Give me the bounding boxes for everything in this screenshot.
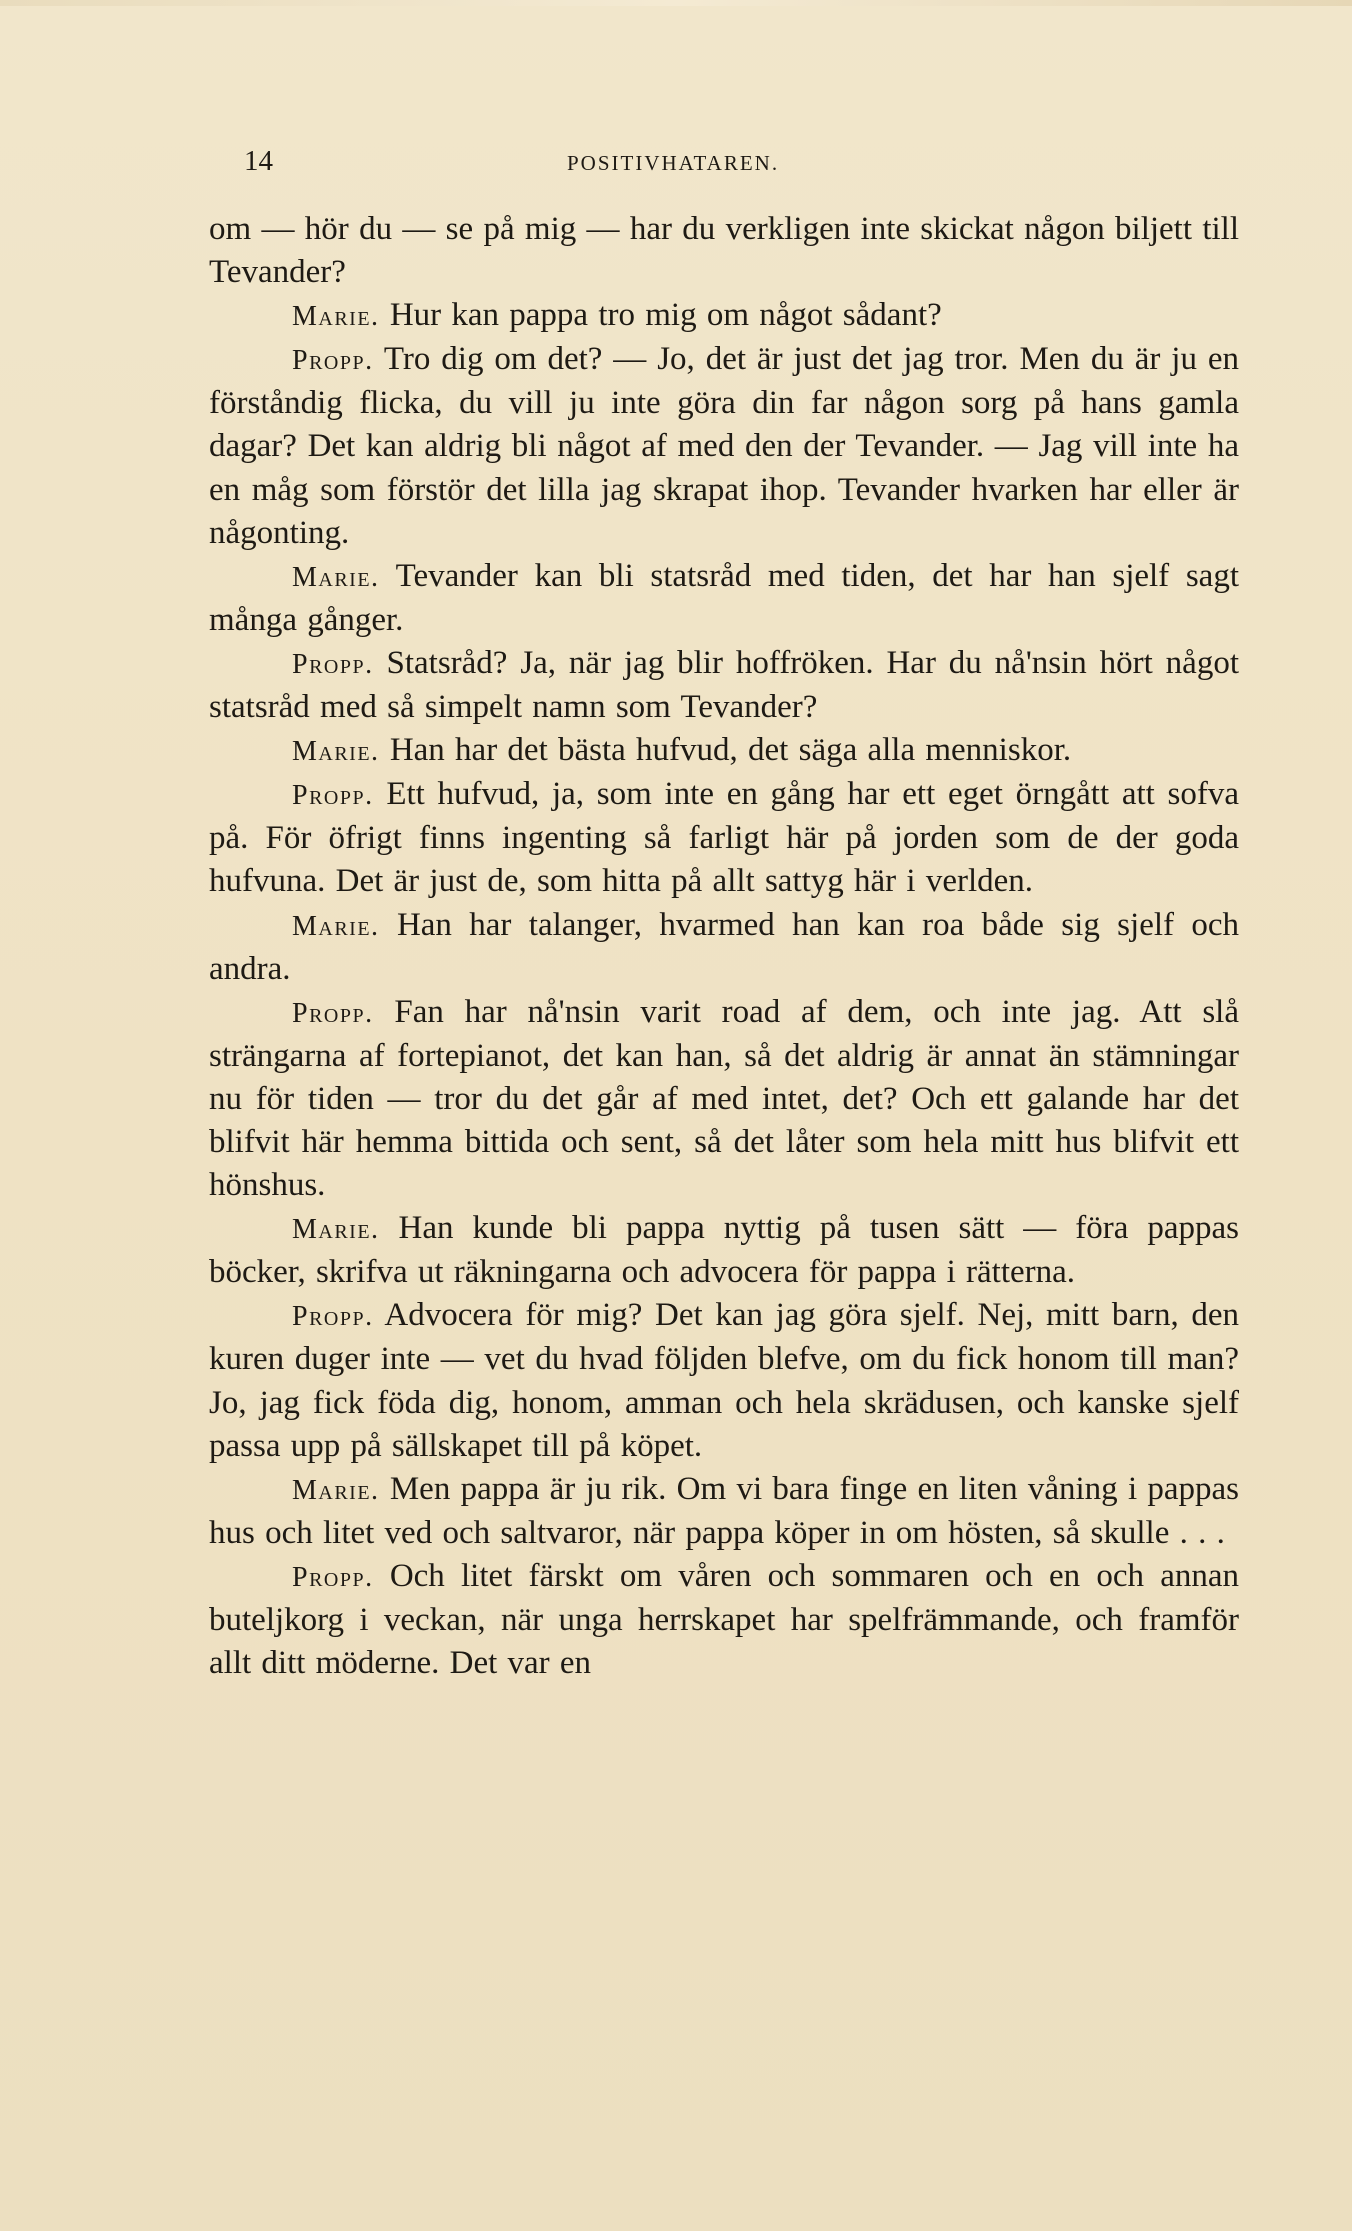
paragraph-text: Statsråd? Ja, när jag blir hoffröken. Har du nå'nsin hört något statsråd med så simpelt namn som Tevander?	[209, 644, 1239, 726]
dialogue-paragraph	[209, 991, 1239, 1207]
dialogue-paragraph	[209, 338, 1239, 554]
speaker-name: Propp.	[292, 1301, 374, 1333]
dialogue-paragraph	[209, 1555, 1239, 1685]
speaker-name: Marie.	[292, 301, 380, 333]
dialogue-paragraph	[209, 208, 1239, 294]
dialogue-body	[209, 208, 1239, 1685]
speaker-name: Marie.	[292, 1474, 380, 1506]
paragraph-text: om — hör du — se på mig — har du verkligen inte skickat någon biljett till Tevander?	[209, 211, 1239, 291]
dialogue-paragraph	[209, 642, 1239, 729]
paragraph-text: Han kunde bli pappa nyttig på tusen sätt — föra pappas böcker, skrifva ut räkningarna och advocera för pappa i rätterna.	[209, 1210, 1240, 1291]
page-number: 14	[244, 145, 273, 177]
paragraph-text: Och litet färskt om våren och sommaren och en och annan buteljkorg i veckan, när unga herrskapet har spelfrämmande, och framför allt ditt möderne. Det var en	[209, 1557, 1240, 1682]
paragraph-text: Hur kan pappa tro mig om något sådant?	[389, 297, 942, 334]
paragraph-text: Men pappa är ju rik. Om vi bara finge en liten våning i pappas hus och litet ved och saltvaror, när pappa köper in om hösten, så skulle . . .	[209, 1470, 1240, 1551]
speaker-name: Marie.	[292, 561, 380, 593]
dialogue-paragraph	[209, 904, 1239, 991]
page-header	[244, 145, 1234, 185]
page-top-edge	[0, 0, 1352, 6]
speaker-name: Propp.	[292, 648, 374, 680]
speaker-name: Propp.	[292, 780, 374, 812]
paragraph-text: Fan har nå'nsin varit road af dem, och inte jag. Att slå strängarna af fortepianot, det kan han, så det aldrig är annat än stämningar nu för tiden — tror du det går af med intet, det? Och ett galande har det blifvit här hemma bittida och sent, så det låter som hela mitt hus blifvit ett hönshus.	[209, 993, 1239, 1204]
dialogue-paragraph	[209, 1207, 1239, 1294]
dialogue-paragraph	[209, 773, 1239, 903]
paragraph-text: Tevander kan bli statsråd med tiden, det har han sjelf sagt många gånger.	[209, 557, 1239, 638]
speaker-name: Propp.	[292, 997, 374, 1029]
dialogue-paragraph	[209, 1468, 1239, 1555]
speaker-name: Marie.	[292, 736, 380, 768]
paragraph-text: Tro dig om det? — Jo, det är just det jag tror. Men du är ju en förståndig flicka, du vill ju inte göra din far någon sorg på hans gamla dagar? Det kan aldrig bli något af med den der Tevander. — Jag vill inte ha en måg som förstör det lilla jag skrapat ihop. Tevander hvarken har eller är någonting.	[209, 341, 1239, 551]
dialogue-paragraph	[209, 294, 1239, 338]
paragraph-text: Ett hufvud, ja, som inte en gång har ett eget örngått att sofva på. För öfrigt finns ingenting så farligt här på jorden som de der goda hufvuna. Det är just de, som hitta på allt sattyg här i verlden.	[209, 776, 1240, 900]
speaker-name: Marie.	[292, 910, 380, 942]
dialogue-paragraph	[209, 1294, 1239, 1467]
dialogue-paragraph	[209, 555, 1239, 642]
running-title: POSITIVHATAREN.	[567, 151, 780, 175]
speaker-name: Propp.	[292, 345, 374, 377]
paragraph-text: Advocera för mig? Det kan jag göra sjelf. Nej, mitt barn, den kuren duger inte — vet du hvad följden blefve, om du fick honom till man? Jo, jag fick föda dig, honom, amman och hela skrädusen, och kanske sjelf passa upp på sällskapet till på köpet.	[209, 1297, 1239, 1464]
dialogue-paragraph	[209, 729, 1239, 773]
paragraph-text: Han har det bästa hufvud, det säga alla menniskor.	[389, 732, 1072, 769]
speaker-name: Propp.	[292, 1561, 374, 1593]
speaker-name: Marie.	[292, 1214, 380, 1246]
paragraph-text: Han har talanger, hvarmed han kan roa både sig sjelf och andra.	[209, 906, 1240, 987]
